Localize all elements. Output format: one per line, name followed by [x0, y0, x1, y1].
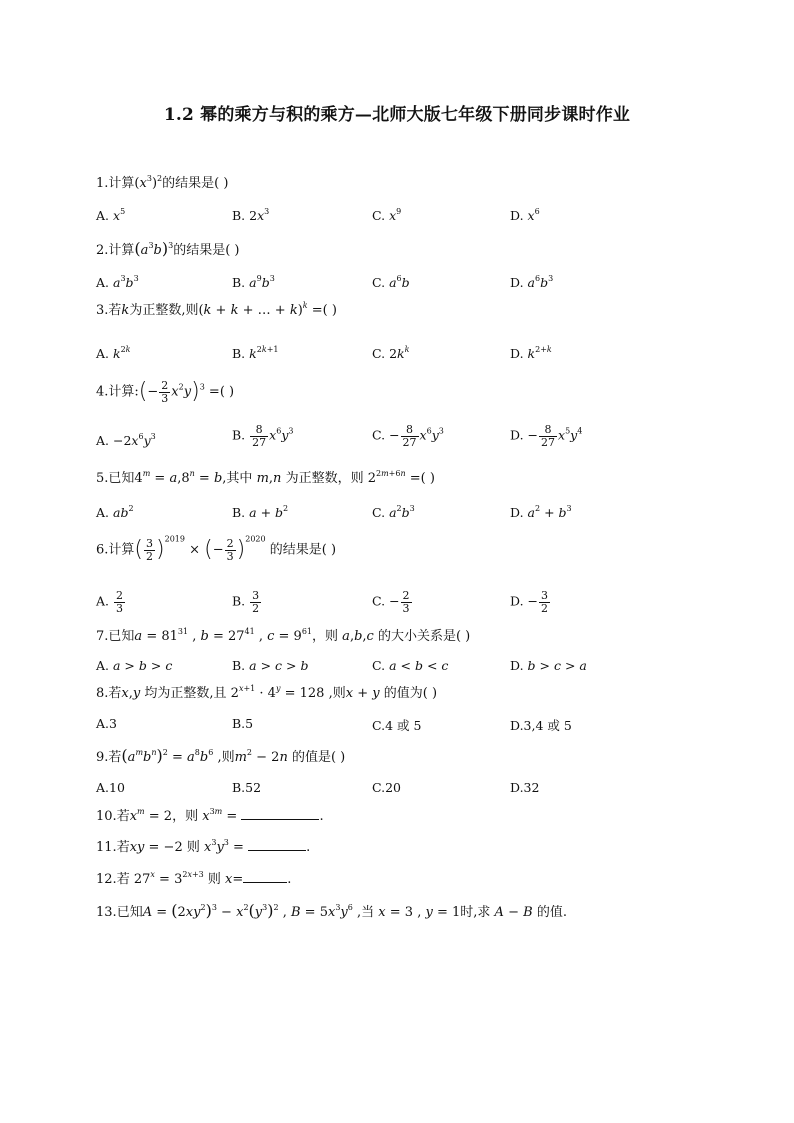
option-b[interactable]: B. $\frac{8}{27}$ $x^6y^3$	[232, 423, 294, 449]
question-9: 9.若$(a^mb^n)^2 = a^8b^6$ ,则$m^2 - 2n$ 的值是( )	[96, 746, 346, 765]
option-b[interactable]: B. $k^{2k+1}$	[232, 345, 279, 361]
page-title: 1.2 幂的乘方与积的乘方—北师大版七年级下册同步课时作业	[163, 105, 631, 125]
option-a[interactable]: A. $k^{2k}$	[96, 345, 131, 361]
option-c[interactable]: C. $a^6b$	[372, 274, 410, 290]
option-c[interactable]: C. − $\frac{8}{27}$ $x^6y^3$	[372, 423, 444, 449]
option-d[interactable]: D.32	[510, 780, 540, 795]
option-c[interactable]: C. a < b < c	[372, 658, 449, 673]
option-d[interactable]: D. − $\frac{8}{27}$ $x^5y^4$	[510, 423, 583, 449]
option-b[interactable]: B. $a + b^2$	[232, 504, 289, 520]
question-1: 1.计算$(x^3)^2$的结果是( )	[96, 174, 229, 191]
option-d[interactable]: D.3,4 或 5	[510, 718, 572, 733]
option-c[interactable]: C. $2k^k$	[372, 345, 410, 361]
option-a[interactable]: A. $a^3b^3$	[96, 274, 139, 290]
option-c[interactable]: C. $a^2b^3$	[372, 504, 415, 520]
option-c[interactable]: C. − $\frac{2}{3}$	[372, 589, 410, 615]
option-c[interactable]: C. $x^9$	[372, 207, 402, 223]
option-c[interactable]: C.4 或 5	[372, 718, 422, 733]
option-a[interactable]: A.3	[96, 716, 117, 731]
option-b[interactable]: B.52	[232, 780, 262, 795]
option-d[interactable]: D. − $\frac{3}{2}$	[510, 589, 549, 615]
question-8: 8.若x,y 均为正整数,且 $2^{x+1} \cdot 4^y = 128$ ,则x + y 的值为( )	[96, 684, 438, 701]
option-c[interactable]: C.20	[372, 780, 401, 795]
option-d[interactable]: D. $a^6b^3$	[510, 274, 554, 290]
option-a[interactable]: A. $x^5$	[96, 207, 126, 223]
question-10: 10.若$x^m = 2$，则 $x^{3m}$ = .	[96, 807, 324, 824]
option-d[interactable]: D. b > c > a	[510, 658, 587, 673]
answer-blank[interactable]	[248, 840, 306, 851]
option-d[interactable]: D. $x^6$	[510, 207, 540, 223]
question-7: 7.已知$a = 81^{31}$ , $b = 27^{41}$ , $c = 9^{61}$，则 a,b,c 的大小关系是( )	[96, 627, 471, 644]
option-d[interactable]: D. $a^2 + b^3$	[510, 504, 572, 520]
question-2: 2.计算$(a^3b)^3$的结果是( )	[96, 239, 240, 258]
option-a[interactable]: A. $ab^2$	[96, 504, 134, 520]
question-6: 6.计算( $\frac{3}{2}$ )$^{2019}$ × (− $\frac{2}{3}$ )$^{2020}$ 的结果是( )	[96, 534, 337, 563]
option-a[interactable]: A. a > b > c	[96, 658, 173, 673]
option-d[interactable]: D. $k^{2+k}$	[510, 345, 552, 361]
option-a[interactable]: A. $\frac{2}{3}$	[96, 589, 123, 615]
question-3: 3.若k为正整数,则(k + k + … + k)$^k$ =( )	[96, 301, 337, 318]
question-5: 5.已知$4^m = a,8^n = b$,其中 m,n 为正整数，则 $2^{2m+6n}$ =( )	[96, 469, 435, 486]
option-b[interactable]: B. a > c > b	[232, 658, 309, 673]
option-b[interactable]: B. $a^9b^3$	[232, 274, 275, 290]
answer-blank[interactable]	[241, 809, 319, 820]
question-11: 11.若xy = −2 则 $x^3y^3$ = .	[96, 838, 311, 855]
question-4: 4.计算:(− $\frac{2}{3}$ $x^2y)^3$ =( )	[96, 379, 235, 405]
question-13: 13.已知$A = (2xy^2)^3 - x^2(y^3)^2$ , $B = 5x^3y^6$ ,当 x = 3 , y = 1时,求 A − B 的值.	[96, 901, 567, 920]
option-b[interactable]: B.5	[232, 716, 254, 731]
option-a[interactable]: A.10	[96, 780, 125, 795]
option-a[interactable]: A. $-2x^6y^3$	[96, 432, 156, 448]
option-b[interactable]: B. $\frac{3}{2}$	[232, 589, 260, 615]
answer-blank[interactable]	[243, 872, 287, 883]
question-12: 12.若 $27^x = 3^{2x+3}$ 则 x= .	[96, 870, 292, 887]
option-b[interactable]: B. $2x^3$	[232, 207, 270, 223]
